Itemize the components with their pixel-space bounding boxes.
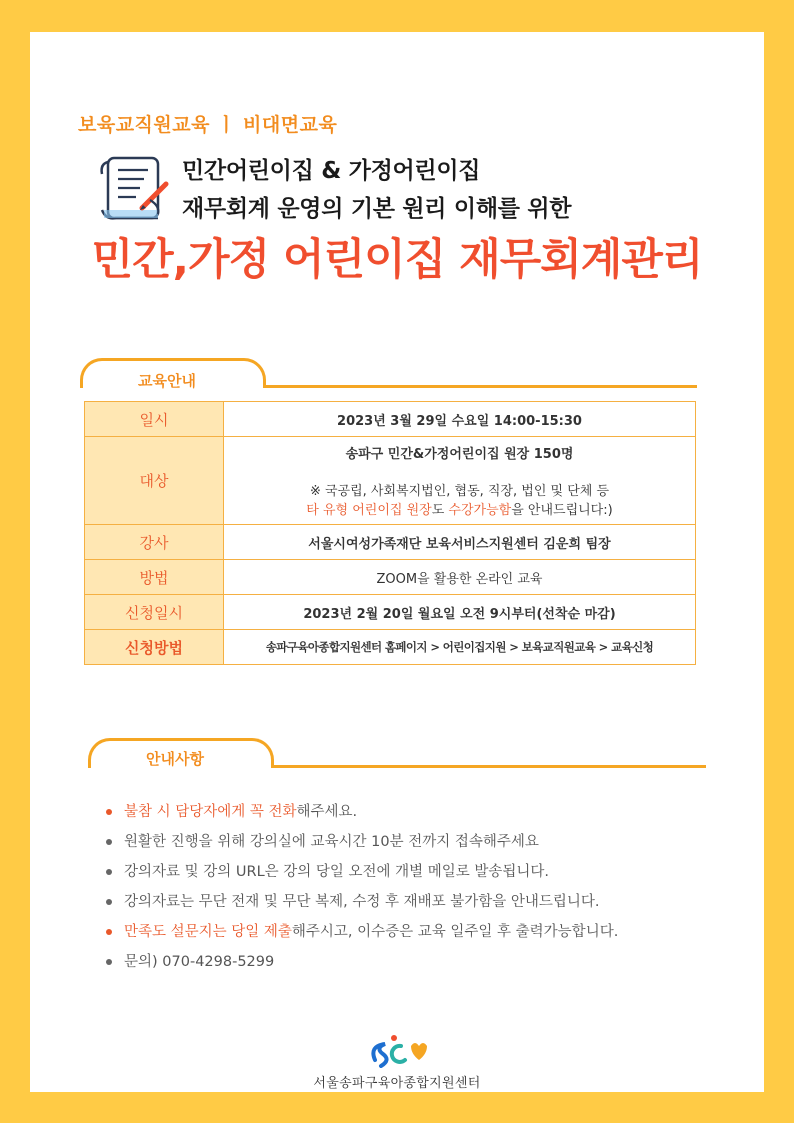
education-info-table [84, 401, 696, 665]
table-row-method [85, 560, 696, 595]
bullet-icon [106, 839, 112, 845]
notice-item [106, 832, 618, 862]
center-logo-icon [367, 1032, 427, 1068]
notice-list [106, 802, 618, 982]
table-row-date [85, 402, 696, 437]
bullet-icon [106, 899, 112, 905]
notice-highlight: 만족도 설문지는 당일 제출 [124, 924, 292, 940]
label-apply-method: 신청방법 [85, 630, 224, 665]
table-row-apply-method [85, 630, 696, 665]
notice-highlight: 불참 시 담당자에게 꼭 전화 [124, 804, 297, 820]
section-title-notice: 안내사항 [146, 750, 204, 768]
value-date: 2023년 3월 29일 수요일 14:00-15:30 [224, 402, 696, 437]
table-row-instructor [85, 525, 696, 560]
label-date: 일시 [85, 402, 224, 437]
target-line-3-mid: 도 [431, 503, 449, 518]
target-line-3 [228, 499, 691, 518]
document-pen-icon [96, 152, 174, 224]
notice-item [106, 892, 618, 922]
bullet-icon [106, 869, 112, 875]
target-line-1: 송파구 민간&가정어린이집 원장 150명 [345, 447, 574, 462]
bullet-icon [106, 959, 112, 965]
value-method: ZOOM을 활용한 온라인 교육 [224, 560, 696, 595]
category-label: 보육교직원교육 ㅣ 비대면교육 [78, 114, 338, 136]
bullet-icon [106, 929, 112, 935]
section-divider-notice [272, 765, 706, 768]
notice-text: 강의자료는 무단 전재 및 무단 복제, 수정 후 재배포 불가함을 안내드립니다. [124, 894, 600, 910]
value-instructor: 서울시여성가족재단 보육서비스지원센터 김운희 팀장 [224, 525, 696, 560]
notice-text: 해주세요. [296, 804, 358, 820]
label-target: 대상 [85, 437, 224, 525]
section-divider-education-info [264, 385, 697, 388]
label-method: 방법 [85, 560, 224, 595]
notice-text: 원활한 진행을 위해 강의실에 교육시간 10분 전까지 접속해주세요 [124, 834, 539, 850]
notice-item [106, 922, 618, 952]
label-apply-date: 신청일시 [85, 595, 224, 630]
subtitle-line-1: 민간어린이집 & 가정어린이집 [182, 158, 481, 184]
target-line-2: ※ 국공립, 사회복지법인, 협동, 직장, 법인 및 단체 등 [309, 484, 610, 499]
bullet-icon [106, 809, 112, 815]
notice-text: 강의자료 및 강의 URL은 강의 당일 오전에 개별 메일로 발송됩니다. [124, 864, 550, 880]
organization-name: 서울송파구육아종합지원센터 [313, 1076, 481, 1091]
notice-text: 해주시고, 이수증은 교육 일주일 후 출력가능합니다. [291, 924, 619, 940]
target-line-3-end: 을 안내드립니다:) [511, 503, 613, 518]
contact-phone: 문의) 070-4298-5299 [124, 954, 275, 970]
table-row-target [85, 437, 696, 525]
value-apply-date: 2023년 2월 20일 월요일 오전 9시부터(선착순 마감) [224, 595, 696, 630]
table-row-apply-date [85, 595, 696, 630]
poster-sheet [30, 32, 764, 1092]
target-line-3-highlight-1: 타 유형 어린이집 원장 [306, 503, 432, 518]
value-apply-method: 송파구육아종합지원센터 홈페이지 > 어린이집지원 > 보육교직원교육 > 교육신청 [224, 630, 696, 665]
notice-item [106, 862, 618, 892]
main-title: 민간,가정 어린이집 재무회계관리 [91, 235, 703, 285]
label-instructor: 강사 [85, 525, 224, 560]
footer-logo [30, 1032, 764, 1091]
subtitle-line-2: 재무회계 운영의 기본 원리 이해를 위한 [182, 196, 572, 222]
notice-item [106, 802, 618, 832]
section-title-education-info: 교육안내 [138, 372, 196, 390]
target-line-3-highlight-2: 수강가능함 [448, 503, 512, 518]
value-target [224, 437, 696, 525]
notice-item [106, 952, 618, 982]
